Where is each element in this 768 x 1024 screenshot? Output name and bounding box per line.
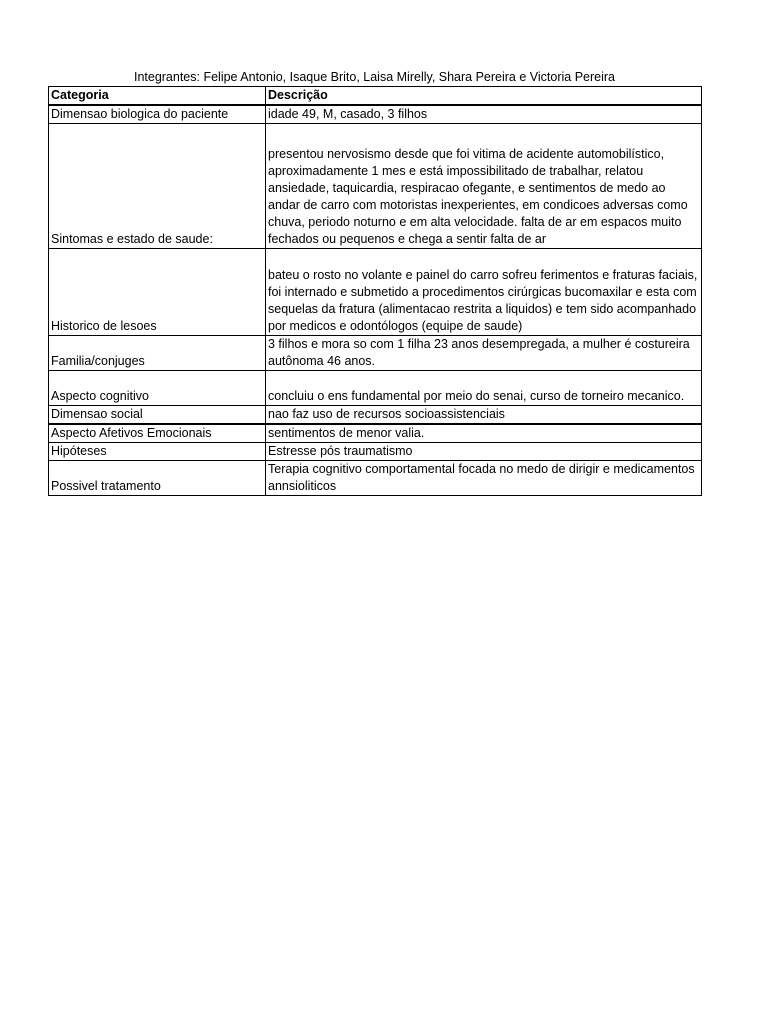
row-description: Terapia cognitivo comportamental focada no medo de dirigir e medicamentos annsioliticos bbox=[266, 461, 702, 496]
row-category: Aspecto Afetivos Emocionais bbox=[49, 424, 266, 443]
row-description: 3 filhos e mora so com 1 filha 23 anos desempregada, a mulher é costureira autônoma 46 anos. bbox=[266, 336, 702, 371]
table-row bbox=[49, 124, 702, 249]
row-description: idade 49, M, casado, 3 filhos bbox=[266, 105, 702, 124]
table-row bbox=[49, 406, 702, 425]
row-description: bateu o rosto no volante e painel do carro sofreu ferimentos e fraturas faciais, foi internado e submetido a procedimentos cirúrgicas bucomaxilar e esta com sequelas da fratura (alimentacao restrita a liquidos) e tem sido acompanhado por medicos e odontólogos (equipe de saude) bbox=[266, 249, 702, 336]
table-row bbox=[49, 249, 702, 336]
sheet-title: Integrantes: Felipe Antonio, Isaque Brito, Laisa Mirelly, Shara Pereira e Victoria Pereira bbox=[133, 70, 616, 84]
row-category: Sintomas e estado de saude: bbox=[49, 124, 266, 249]
row-category: Historico de lesoes bbox=[49, 249, 266, 336]
table-row bbox=[49, 443, 702, 461]
case-table bbox=[48, 86, 702, 496]
header-description: Descrição bbox=[266, 87, 702, 106]
row-description: concluiu o ens fundamental por meio do senai, curso de torneiro mecanico. bbox=[266, 371, 702, 406]
row-category: Aspecto cognitivo bbox=[49, 371, 266, 406]
row-category: Dimensao biologica do paciente bbox=[49, 105, 266, 124]
table-row bbox=[49, 371, 702, 406]
row-category: Dimensao social bbox=[49, 406, 266, 425]
table-row bbox=[49, 424, 702, 443]
table-row bbox=[49, 105, 702, 124]
row-description: nao faz uso de recursos socioassistenciais bbox=[266, 406, 702, 425]
table-row bbox=[49, 461, 702, 496]
row-description: presentou nervosismo desde que foi vitima de acidente automobilístico, aproximadamente 1 mes e está impossibilitado de trabalhar, relatou ansiedade, taquicardia, respiracao ofegante, e sentimentos de medo ao andar de carro com motoristas inexperientes, em condicoes adversas como chuva, periodo noturno e em alta velocidade. falta de ar em espacos muito fechados ou pequenos e chega a sentir falta de ar bbox=[266, 124, 702, 249]
spreadsheet-sheet bbox=[48, 68, 701, 496]
row-description: Estresse pós traumatismo bbox=[266, 443, 702, 461]
row-category: Familia/conjuges bbox=[49, 336, 266, 371]
row-description: sentimentos de menor valia. bbox=[266, 424, 702, 443]
row-category: Possivel tratamento bbox=[49, 461, 266, 496]
table-row bbox=[49, 336, 702, 371]
row-category: Hipóteses bbox=[49, 443, 266, 461]
header-category: Categoria bbox=[49, 87, 266, 106]
table-header-row bbox=[49, 87, 702, 106]
